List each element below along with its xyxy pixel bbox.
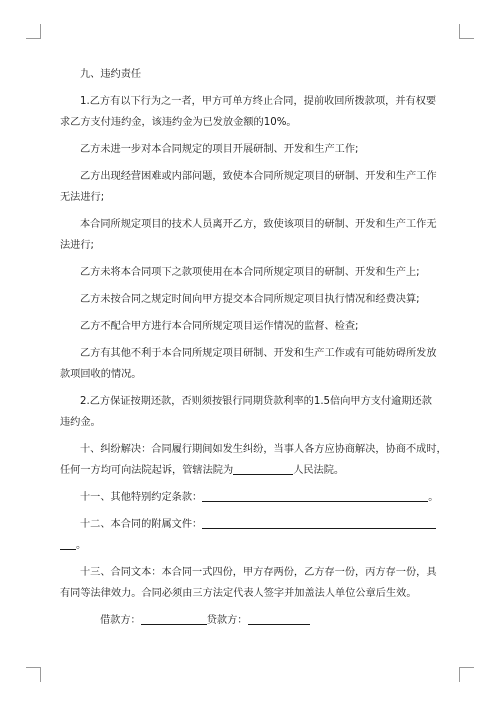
section-13-line-1: 十三、合同文本：本合同一式四份，甲方存两份，乙方存一份，丙方存一份，具 xyxy=(80,567,437,578)
breach-item-3-line-2: 法进行; xyxy=(60,240,94,251)
attachments-field[interactable] xyxy=(202,516,436,529)
crop-mark-bottom-left xyxy=(26,667,41,682)
borrower-label: 借款方： xyxy=(100,615,141,626)
section-9-title: 九、违约责任 xyxy=(80,69,142,80)
section-12-line-2 xyxy=(60,535,442,556)
section-10-line-1: 十、纠纷解决：合同履行期间如发生纠纷，当事人各方应协商解决，协商不成时， xyxy=(80,444,447,455)
crop-mark-bottom-right xyxy=(459,667,474,682)
lender-label: 贷款方： xyxy=(206,615,248,626)
breach-item-5: 乙方未按合同之规定时间向甲方提交本合同所规定项目执行情况和经费决算; xyxy=(80,294,420,305)
breach-item-2-line-1: 乙方出现经营困难或内部问题，致使本合同所规定项目的研制、开发和生产工作 xyxy=(80,171,437,182)
borrower-signature-field[interactable] xyxy=(141,612,207,625)
document-body xyxy=(60,64,447,631)
special-terms-field[interactable] xyxy=(202,489,428,502)
section-10-text-a: 任何一方均可向法院起诉，管辖法院为 xyxy=(60,465,234,476)
breach-item-7-line-2: 款项回收的情况。 xyxy=(60,369,142,380)
attachments-field-continued[interactable] xyxy=(60,537,76,550)
breach-item-6: 乙方不配合甲方进行本合同所规定项目运作情况的监督、检查; xyxy=(80,321,359,332)
breach-item-4: 乙方未将本合同项下之款项使用在本合同所规定项目的研制、开发和生产上; xyxy=(80,267,420,278)
signature-line xyxy=(60,610,442,631)
breach-item-7-line-1: 乙方有其他不利于本合同所规定项目研制、开发和生产工作或有可能妨碍所发放 xyxy=(80,348,437,359)
section-12-end: 。 xyxy=(76,540,87,551)
crop-mark-top-left xyxy=(26,24,41,39)
section-12-line-1 xyxy=(60,514,442,535)
section-11-end: 。 xyxy=(428,492,439,503)
clause-1-line-1: 1.乙方有以下行为之一者，甲方可单方终止合同，提前收回所拨款项，并有权要 xyxy=(80,96,437,107)
section-10-text-b: 人民法院。 xyxy=(293,465,345,476)
section-10-line-2 xyxy=(60,460,442,481)
clause-2-line-1: 2.乙方保证按期还款，否则须按银行同期贷款利率的1.5倍向甲方支付逾期还款 xyxy=(80,396,432,407)
section-11 xyxy=(60,487,442,508)
section-13-line-2: 有同等法律效力。合同必须由三方法定代表人签字并加盖法人单位公章后生效。 xyxy=(60,588,417,599)
breach-item-3-line-1: 本合同所规定项目的技术人员离开乙方，致使该项目的研制、开发和生产工作无 xyxy=(80,219,437,230)
clause-2-line-2: 违约金。 xyxy=(60,417,101,428)
lender-signature-field[interactable] xyxy=(248,612,310,625)
clause-1-line-2: 求乙方支付违约金，该违约金为已发放金额的10%。 xyxy=(60,117,297,128)
court-name-field[interactable] xyxy=(233,462,293,475)
breach-item-1: 乙方未进一步对本合同规定的项目开展研制、开发和生产工作; xyxy=(80,144,359,155)
section-12-label: 十二、本合同的附属文件： xyxy=(80,519,203,530)
crop-mark-top-right xyxy=(459,24,474,39)
section-11-label: 十一、其他特别约定条款： xyxy=(80,492,203,503)
breach-item-2-line-2: 无法进行; xyxy=(60,192,105,203)
